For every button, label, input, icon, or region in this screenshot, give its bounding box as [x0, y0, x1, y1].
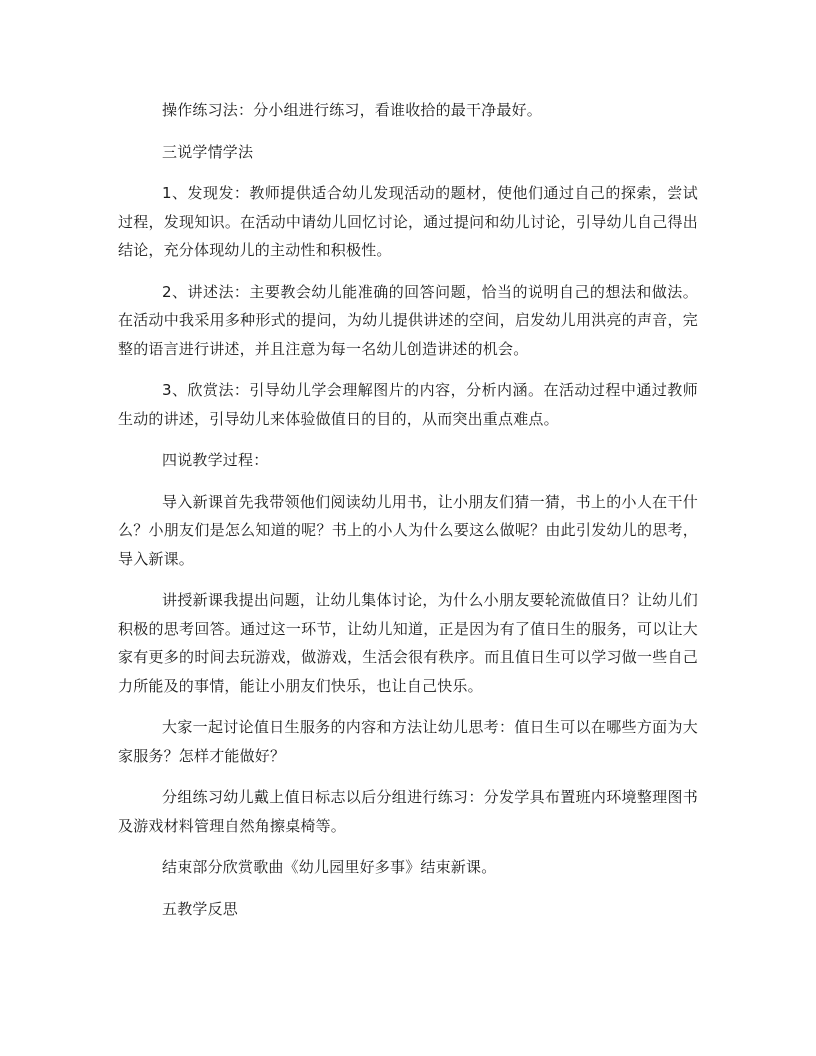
document-body [118, 96, 698, 936]
paragraph-operation-practice: 操作练习法：分小组进行练习，看谁收拾的最干净最好。 [162, 101, 543, 119]
paragraph-introduction: 导入新课首先我带领他们阅读幼儿用书，让小朋友们猜一猜，书上的小人在干什么？小朋友们是怎么知道的呢？书上的小人为什么要这么做呢？由此引发幼儿的思考，导入新课。 [118, 492, 698, 568]
paragraph-conclusion: 结束部分欣赏歌曲《幼儿园里好多事》结束新课。 [162, 858, 497, 876]
heading-section-three: 三说学情学法 [162, 142, 254, 161]
heading-section-four: 四说教学过程： [162, 451, 269, 469]
paragraph-narration-method: 2、讲述法：主要教会幼儿能准确的回答问题，恰当的说明自己的想法和做法。在活动中我采用多种形式的提问，为幼儿提供讲述的空间，启发幼儿用洪亮的声音，完整的语言进行讲述，并且注意为每一名幼儿创造讲述的机会。 [118, 282, 698, 358]
paragraph-new-lesson: 讲授新课我提出问题，让幼儿集体讨论，为什么小朋友要轮流做值日？让幼儿们积极的思考回答。通过这一环节，让幼儿知道，正是因为有了值日生的服务，可以让大家有更多的时间去玩游戏，做游戏，生活会很有秩序。而且值日生可以学习做一些自己力所能及的事情，能让小朋友们快乐，也让自己快乐。 [118, 591, 698, 695]
paragraph-discovery-method: 1、发现发：教师提供适合幼儿发现活动的题材，使他们通过自己的探索，尝试过程，发现知识。在活动中请幼儿回忆讨论，通过提问和幼儿讨论，引导幼儿自己得出结论，充分体现幼儿的主动性和积极性。 [118, 184, 698, 259]
heading-section-five: 五教学反思 [162, 899, 239, 918]
paragraph-group-practice: 分组练习幼儿戴上值日标志以后分组进行练习：分发学具布置班内环境整理图书及游戏材料管理自然角擦桌椅等。 [118, 788, 698, 835]
paragraph-group-discussion: 大家一起讨论值日生服务的内容和方法让幼儿思考：值日生可以在哪些方面为大家服务？怎样才能做好？ [118, 718, 698, 765]
paragraph-appreciation-method: 3、欣赏法：引导幼儿学会理解图片的内容，分析内涵。在活动过程中通过教师生动的讲述，引导幼儿来体验做值日的目的，从而突出重点难点。 [118, 381, 698, 428]
